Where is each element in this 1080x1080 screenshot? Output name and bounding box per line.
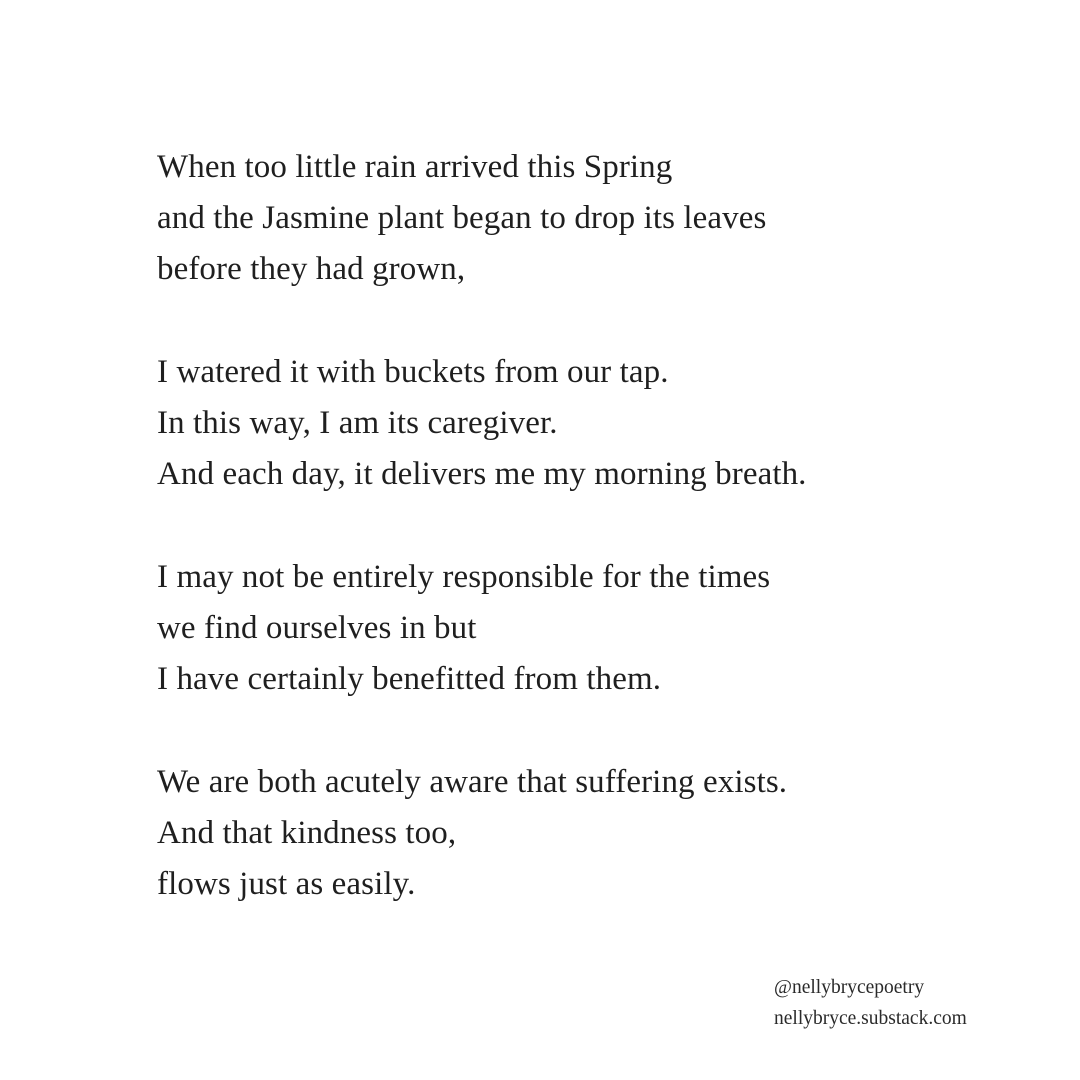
poem-body <box>157 142 1037 962</box>
poem-line: I watered it with buckets from our tap. <box>157 354 669 390</box>
poem-line: And that kindness too, <box>157 815 457 851</box>
social-handle: @nellybrycepoetry <box>774 977 925 998</box>
stanza <box>157 757 1037 910</box>
website-url: nellybryce.substack.com <box>774 1008 967 1029</box>
poem-line: flows just as easily. <box>157 866 416 902</box>
stanza <box>157 347 1037 500</box>
stanza <box>157 142 1037 295</box>
poem-line: we find ourselves in but <box>157 610 477 646</box>
poem-line: And each day, it delivers me my morning breath. <box>157 456 807 492</box>
poem-line: When too little rain arrived this Spring <box>157 149 673 185</box>
poem-line: I may not be entirely responsible for the times <box>157 559 771 595</box>
poem-line: In this way, I am its caregiver. <box>157 405 558 441</box>
stanza <box>157 552 1037 705</box>
author-credits <box>774 972 1064 1034</box>
poem-line: I have certainly benefitted from them. <box>157 661 662 697</box>
poem-line: We are both acutely aware that suffering exists. <box>157 764 788 800</box>
poem-line: and the Jasmine plant began to drop its leaves <box>157 200 767 236</box>
poem-line: before they had grown, <box>157 251 466 287</box>
